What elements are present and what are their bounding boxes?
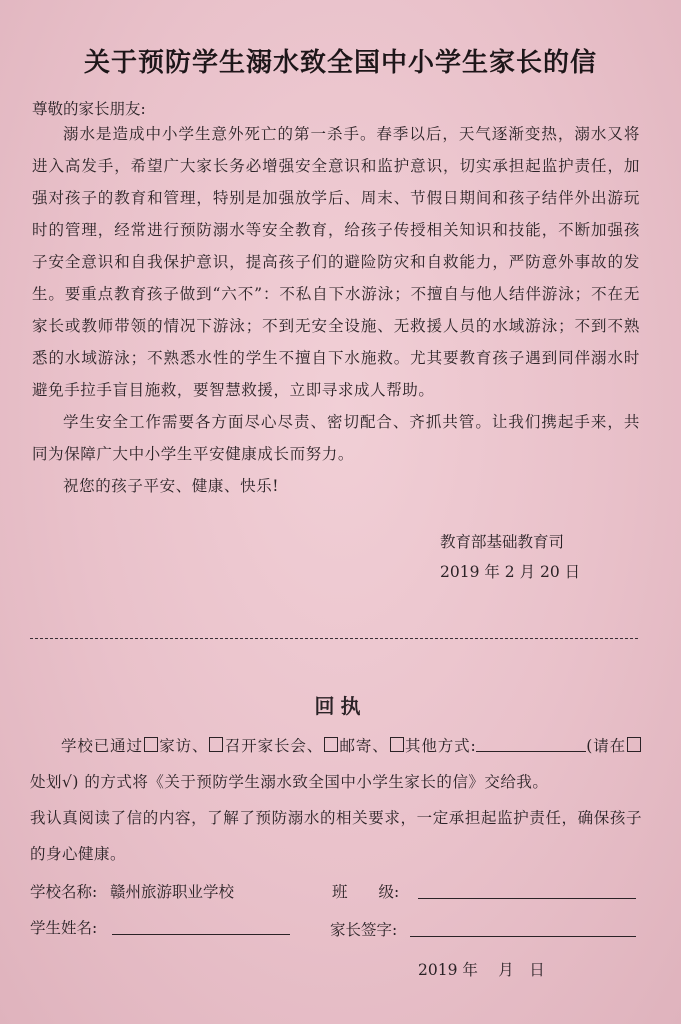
letter-paragraph: 学生安全工作需要各方面尽心尽责、密切配合、齐抓共管。让我们携起手来，共同为保障广大中小学生平安健康成长而努力。 [32,413,640,463]
parent-signature-label: 家长签字: [330,921,398,939]
signature-org: 教育部基础教育司 [440,533,565,551]
checkbox-other[interactable] [390,737,404,752]
parent-signature-field[interactable] [410,936,636,937]
receipt-date[interactable]: 2019 年 月 日 [418,961,545,979]
student-name-label: 学生姓名: [30,919,98,937]
other-method-field[interactable] [476,737,586,752]
checkbox-legend [627,737,641,752]
class-field[interactable] [418,898,636,899]
salutation: 尊敬的家长朋友: [32,100,146,118]
receipt-title: 回执 [314,694,367,718]
student-name-field[interactable] [112,934,290,935]
letter-body [32,118,640,502]
school-name-label: 学校名称: [30,883,98,901]
receipt-body [30,728,642,872]
receipt-options-line: 学校已通过 家访、 召开家长会、 邮寄、 其他方式: (请在处划√) 的方式将《关于预防学生溺水致全国中小学生家长的信》交给我。 [30,728,642,800]
letter-paragraph: 祝您的孩子平安、健康、快乐! [63,477,280,495]
class-label: 班 级: [332,883,400,901]
receipt-acknowledgement: 我认真阅读了信的内容，了解了预防溺水的相关要求，一定承担起监护责任，确保孩子的身心健康。 [30,809,642,863]
letter-paragraph: 溺水是造成中小学生意外死亡的第一杀手。春季以后，天气逐渐变热，溺水又将进入高发手，希望广大家长务必增强安全意识和监护意识，切实承担起监护责任，加强对孩子的教育和管理，特别是加强放学后、周末、节假日期间和孩子结伴外出游玩时的管理，经常进行预防溺水等安全教育，给孩子传授相关知识和技能，不断加强孩子安全意识和自我保护意识，提高孩子们的避险防灾和自救能力，严防意外事故的发生。要重点教育孩子做到“六不”：不私自下水游泳；不擅自与他人结伴游泳；不在无家长或教师带领的情况下游泳；不到无安全设施、无救援人员的水域游泳；不到不熟悉的水域游泳；不熟悉水性的学生不擅自下水施救。尤其要教育孩子遇到同伴溺水时避免手拉手盲目施救，要智慧救援，立即寻求成人帮助。 [32,125,640,399]
signature-date: 2019 年 2 月 20 日 [440,563,581,581]
school-name-value: 赣州旅游职业学校 [110,883,235,901]
letter-title: 关于预防学生溺水致全国中小学生家长的信 [83,48,597,78]
checkbox-mail[interactable] [324,737,338,752]
checkbox-home-visit[interactable] [144,737,158,752]
checkbox-parent-meeting[interactable] [209,737,223,752]
cut-line-divider [30,638,638,639]
